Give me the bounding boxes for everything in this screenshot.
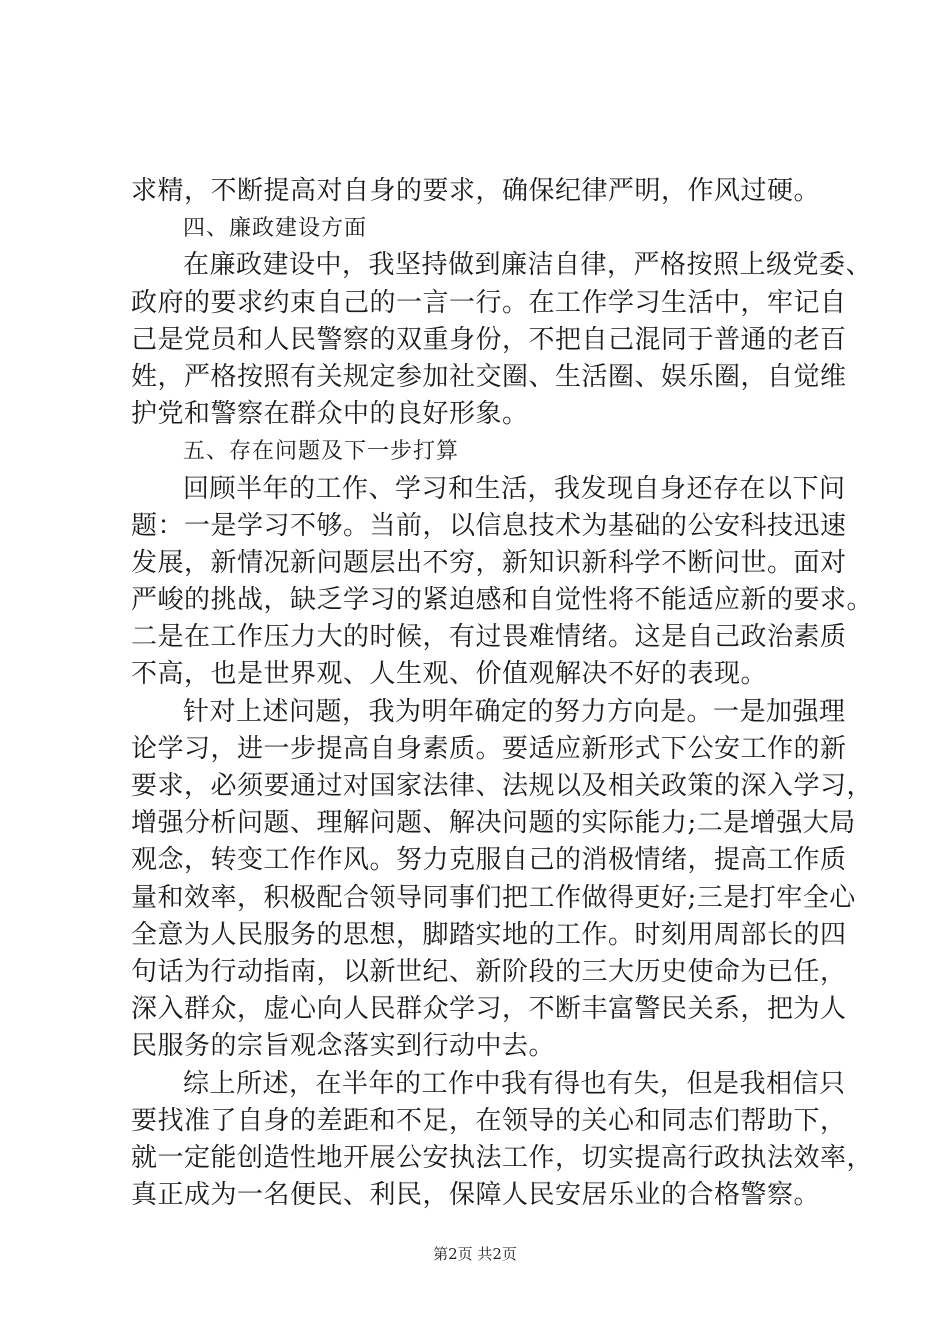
text-line: 论学习，进一步提高自身素质。要适应新形式下公安工作的新 bbox=[131, 733, 847, 764]
text-line: 己是党员和人民警察的双重身份，不把自己混同于普通的老百 bbox=[131, 324, 847, 355]
text-line: 求精，不断提高对自身的要求，确保纪律严明，作风过硬。 bbox=[131, 176, 821, 206]
text-line: 观念，转变工作作风。努力克服自己的消极情绪，提高工作质 bbox=[131, 845, 847, 876]
section-heading: 五、存在问题及下一步打算 bbox=[183, 439, 460, 465]
text-line: 在廉政建设中，我坚持做到廉洁自律，严格按照上级党委、 bbox=[183, 250, 873, 281]
text-line: 综上所述，在半年的工作中我有得也有失，但是我相信只 bbox=[183, 1068, 846, 1099]
text-line: 量和效率，积极配合领导同事们把工作做得更好;三是打牢全心 bbox=[131, 882, 856, 913]
text-line: 深入群众，虚心向人民群众学习，不断丰富警民关系，把为人 bbox=[131, 994, 847, 1025]
text-line: 护党和警察在群众中的良好形象。 bbox=[131, 399, 529, 430]
text-line: 就一定能创造性地开展公安执法工作，切实提高行政执法效率， bbox=[131, 1142, 874, 1173]
text-line: 发展，新情况新问题层出不穷，新知识新科学不断问世。面对 bbox=[131, 547, 847, 578]
text-line: 严峻的挑战，缺乏学习的紧迫感和自觉性将不能适应新的要求。 bbox=[131, 585, 874, 616]
text-line: 民服务的宗旨观念落实到行动中去。 bbox=[131, 1031, 556, 1062]
text-line: 针对上述问题，我为明年确定的努力方向是。一是加强理 bbox=[183, 696, 846, 727]
text-line: 增强分析问题、理解问题、解决问题的实际能力;二是增强大局 bbox=[131, 808, 856, 839]
page-footer: 第2页 共2页 bbox=[433, 1245, 517, 1263]
text-line: 姓，严格按照有关规定参加社交圈、生活圈、娱乐圈，自觉维 bbox=[131, 361, 847, 392]
section-heading: 四、廉政建设方面 bbox=[183, 216, 368, 242]
text-line: 不高，也是世界观、人生观、价值观解决不好的表现。 bbox=[131, 659, 768, 690]
text-line: 句话为行动指南，以新世纪、新阶段的三大历史使命为已任， bbox=[131, 956, 847, 987]
document-body bbox=[131, 173, 874, 1214]
text-line: 真正成为一名便民、利民，保障人民安居乐业的合格警察。 bbox=[131, 1180, 821, 1211]
text-line: 题：一是学习不够。当前，以信息技术为基础的公安科技迅速 bbox=[131, 510, 847, 541]
text-line: 政府的要求约束自己的一言一行。在工作学习生活中，牢记自 bbox=[131, 287, 847, 318]
text-line: 二是在工作压力大的时候，有过畏难情绪。这是自己政治素质 bbox=[131, 622, 847, 653]
text-line: 全意为人民服务的思想，脚踏实地的工作。时刻用周部长的四 bbox=[131, 919, 847, 950]
text-line: 要找准了自身的差距和不足，在领导的关心和同志们帮助下， bbox=[131, 1105, 847, 1136]
text-line: 回顾半年的工作、学习和生活，我发现自身还存在以下问 bbox=[183, 473, 846, 504]
text-line: 要求，必须要通过对国家法律、法规以及相关政策的深入学习， bbox=[131, 771, 874, 801]
